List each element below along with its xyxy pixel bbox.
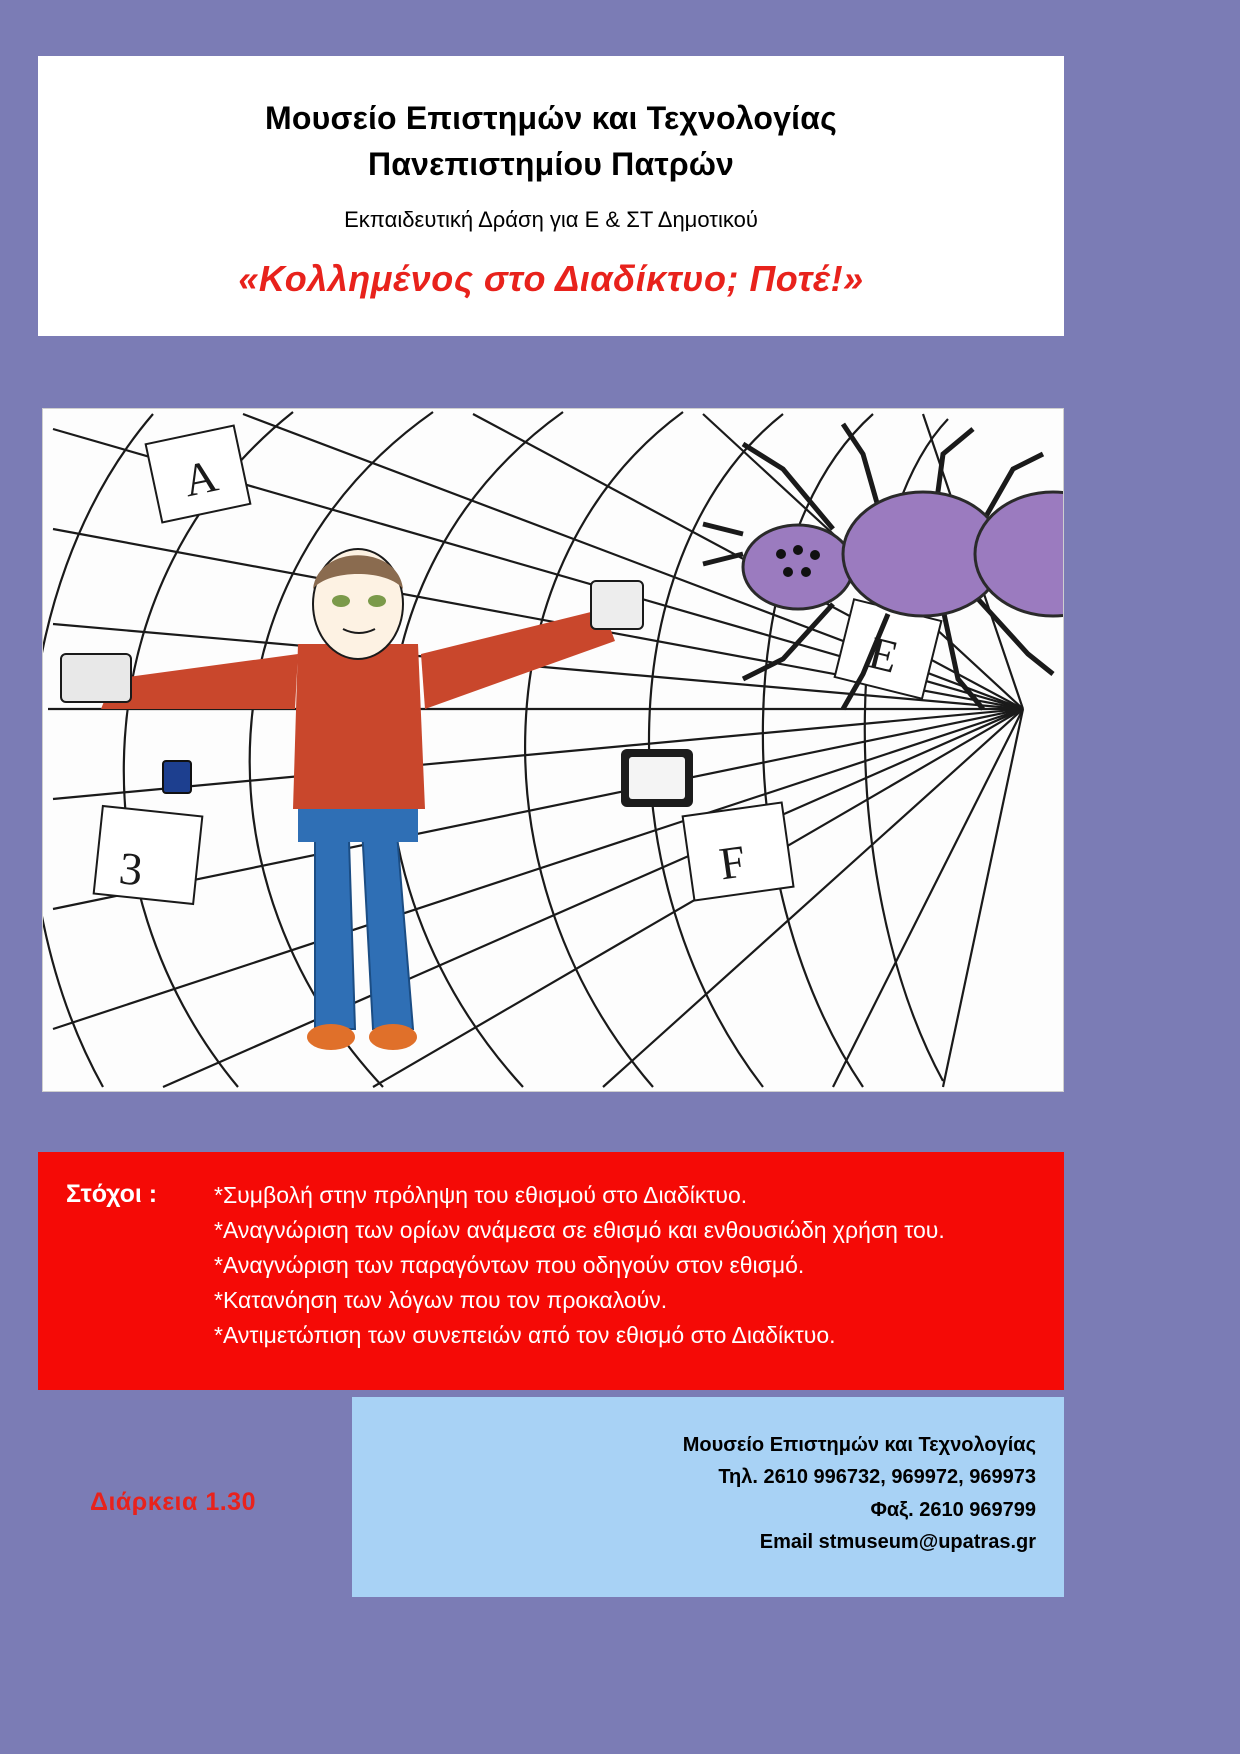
page-title: «Κολλημένος στο Διαδίκτυο; Ποτέ!» xyxy=(238,257,864,299)
goals-label: Στόχοι : xyxy=(66,1180,158,1208)
list-item: *Αναγνώριση των παραγόντων που οδηγούν στον εθισμό. xyxy=(214,1251,805,1278)
goals-box xyxy=(38,1152,1064,1390)
duration-label: Διάρκεια 1.30 xyxy=(90,1488,256,1516)
svg-text:A: A xyxy=(178,449,223,507)
footer-museum-name: Μουσείο Επιστημών και Τεχνολογίας xyxy=(682,1434,1036,1456)
museum-name-line2: Πανεπιστημίου Πατρών xyxy=(367,145,735,182)
list-item: *Αντιμετώπιση των συνεπειών από τον εθισμό στο Διαδίκτυο. xyxy=(214,1321,836,1348)
footer-phone: Τηλ. 2610 996732, 969972, 969973 xyxy=(718,1466,1036,1489)
drawing-canvas xyxy=(43,409,1063,1091)
person-figure xyxy=(61,549,693,1050)
spider-web-drawing xyxy=(43,409,1063,1091)
illustration-image xyxy=(42,408,1064,1092)
museum-name-line1: Μουσείο Επιστημών και Τεχνολογίας xyxy=(265,100,837,136)
footer-email: Email stmuseum@upatras.gr xyxy=(759,1531,1036,1554)
activity-subtitle: Εκπαιδευτική Δράση για Ε & ΣΤ Δημοτικού xyxy=(344,207,758,233)
svg-text:3: 3 xyxy=(116,842,146,896)
goals-list xyxy=(214,1178,945,1353)
goals-row xyxy=(66,1178,1044,1353)
list-item: *Αναγνώριση των ορίων ανάμεσα σε εθισμό και ενθουσιώδη χρήση του. xyxy=(214,1216,945,1243)
svg-text:E: E xyxy=(863,626,904,683)
header-panel xyxy=(38,56,1064,336)
svg-text:F: F xyxy=(716,835,749,890)
list-item: *Συμβολή στην πρόληψη του εθισμού στο Διαδίκτυο. xyxy=(214,1182,748,1208)
list-item: *Κατανόηση των λόγων που τον προκαλούν. xyxy=(214,1286,668,1313)
footer-fax: Φαξ. 2610 969799 xyxy=(870,1498,1036,1521)
contact-footer xyxy=(352,1397,1064,1597)
